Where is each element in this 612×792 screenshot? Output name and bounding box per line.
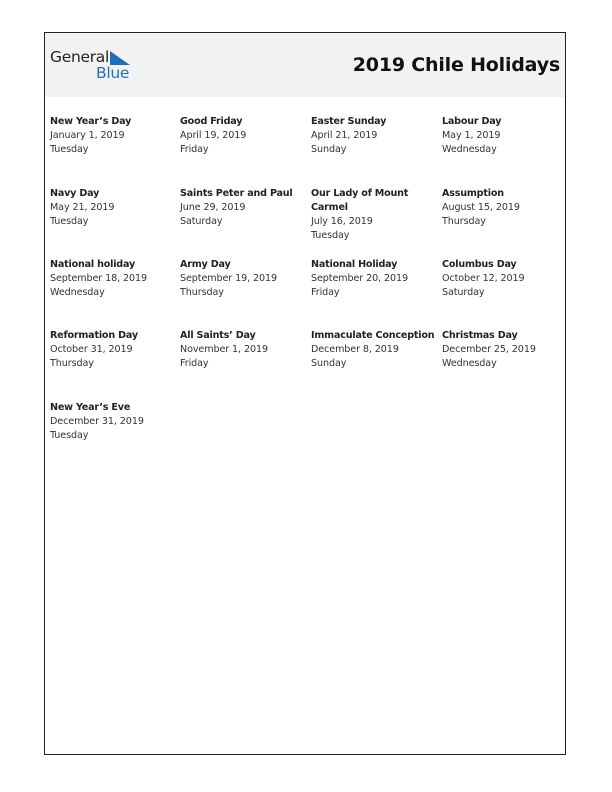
holiday-item: [311, 329, 439, 371]
holiday-date: May 21, 2019: [50, 202, 115, 213]
holiday-date: September 18, 2019: [50, 273, 147, 284]
holiday-weekday: Thursday: [50, 358, 94, 369]
holiday-weekday: Friday: [180, 144, 209, 155]
holiday-date: April 21, 2019: [311, 130, 378, 141]
holiday-name: Our Lady of Mount Carmel: [311, 188, 409, 213]
holiday-item: [311, 258, 439, 300]
holiday-weekday: Friday: [180, 358, 209, 369]
holiday-item: [442, 258, 570, 300]
holiday-weekday: Sunday: [311, 358, 347, 369]
holiday-weekday: Thursday: [180, 287, 224, 298]
holiday-weekday: Saturday: [442, 287, 485, 298]
generalblue-logo: [50, 48, 140, 82]
holiday-item: [180, 187, 308, 229]
holiday-date: September 20, 2019: [311, 273, 408, 284]
holiday-item: [50, 401, 178, 443]
holiday-date: December 31, 2019: [50, 416, 144, 427]
header: [45, 33, 565, 97]
holiday-date: June 29, 2019: [180, 202, 246, 213]
holiday-weekday: Sunday: [311, 144, 347, 155]
holiday-weekday: Friday: [311, 287, 340, 298]
holiday-item: [442, 329, 570, 371]
holiday-name: National Holiday: [311, 259, 398, 270]
holiday-item: [311, 115, 439, 157]
holiday-item: [180, 258, 308, 300]
holiday-date: October 12, 2019: [442, 273, 525, 284]
holiday-name: New Year’s Eve: [50, 402, 131, 413]
holiday-name: Christmas Day: [442, 330, 518, 341]
holiday-name: National holiday: [50, 259, 135, 270]
holiday-weekday: Tuesday: [50, 144, 89, 155]
holiday-item: [50, 258, 178, 300]
holiday-weekday: Saturday: [180, 216, 223, 227]
holiday-name: New Year’s Day: [50, 116, 132, 127]
holiday-weekday: Tuesday: [50, 430, 89, 441]
holiday-name: Labour Day: [442, 116, 502, 127]
holiday-weekday: Thursday: [442, 216, 486, 227]
holiday-item: [50, 329, 178, 371]
holiday-date: December 25, 2019: [442, 344, 536, 355]
holiday-item: [50, 115, 178, 157]
holiday-weekday: Tuesday: [311, 230, 350, 241]
holiday-date: May 1, 2019: [442, 130, 501, 141]
page-title: 2019 Chile Holidays: [352, 54, 560, 76]
holiday-date: July 16, 2019: [311, 216, 373, 227]
holiday-name: All Saints’ Day: [180, 330, 256, 341]
holiday-name: Columbus Day: [442, 259, 517, 270]
holiday-name: Easter Sunday: [311, 116, 387, 127]
holiday-item: [50, 187, 178, 229]
holiday-date: October 31, 2019: [50, 344, 133, 355]
holiday-item: [442, 187, 570, 229]
holiday-date: September 19, 2019: [180, 273, 277, 284]
holiday-item: [442, 115, 570, 157]
holiday-date: January 1, 2019: [50, 130, 125, 141]
holiday-weekday: Tuesday: [50, 216, 89, 227]
holiday-date: December 8, 2019: [311, 344, 399, 355]
holiday-weekday: Wednesday: [442, 144, 497, 155]
holiday-item: [311, 187, 431, 243]
holiday-item: [180, 329, 308, 371]
logo-general-text: General: [50, 48, 109, 66]
holiday-name: Reformation Day: [50, 330, 138, 341]
holiday-name: Saints Peter and Paul: [180, 188, 293, 199]
holiday-name: Good Friday: [180, 116, 243, 127]
holiday-item: [180, 115, 308, 157]
holiday-name: Assumption: [442, 188, 504, 199]
holiday-name: Immaculate Conception: [311, 330, 435, 341]
page-frame: [44, 32, 566, 755]
holiday-date: August 15, 2019: [442, 202, 520, 213]
logo-triangle-icon: [110, 51, 130, 65]
holiday-weekday: Wednesday: [50, 287, 105, 298]
holiday-date: April 19, 2019: [180, 130, 247, 141]
holiday-date: November 1, 2019: [180, 344, 268, 355]
logo-blue-text: Blue: [96, 64, 130, 82]
holiday-name: Army Day: [180, 259, 231, 270]
holiday-weekday: Wednesday: [442, 358, 497, 369]
holiday-name: Navy Day: [50, 188, 100, 199]
